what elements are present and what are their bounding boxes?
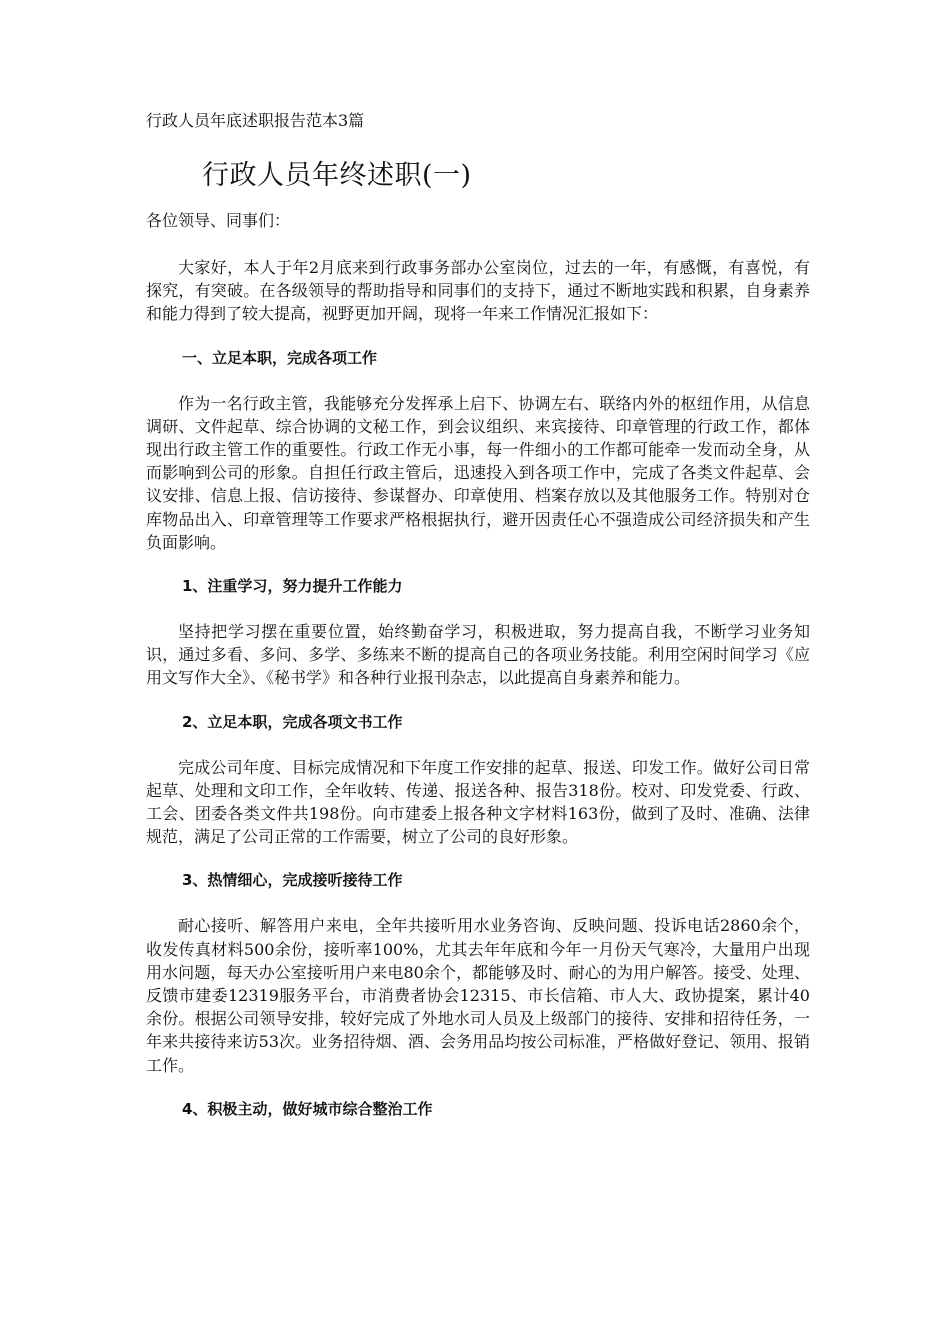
item-heading-3: 3、热情细心，完成接听接待工作: [182, 871, 403, 890]
item-paragraph-1: 坚持把学习摆在重要位置，始终勤奋学习，积极进取，努力提高自我，不断学习业务知识，通过多看、多问、多学、多练来不断的提高自己的各项业务技能。利用空闲时间学习《应用文写作大全》、《秘书学》和各种行业报刊杂志，以此提高自身素养和能力。: [146, 622, 810, 688]
document-page: [146, 108, 810, 1121]
item-paragraph-3: 耐心接听、解答用户来电，全年共接听用水业务咨询、反映问题、投诉电话2860余个，收发传真材料500余份，接听率100%，尤其去年年底和今年一月份天气寒冷，大量用户出现用水问题，每天办公室接听用户来电80余个，都能够及时、耐心的为用户解答。接受、处理、反馈市建委12319服务平台，市消费者协会12315、市长信箱、市人大、政协提案，累计40余份。根据公司领导安排，较好完成了外地水司人员及上级部门的接待、安排和招待任务，一年来共接待来访53次。业务招待烟、酒、会务用品均按公司标准，严格做好登记、领用、报销工作。: [146, 916, 810, 1075]
item-heading-2: 2、立足本职，完成各项文书工作: [182, 712, 403, 731]
section-paragraph: 作为一名行政主管，我能够充分发挥承上启下、协调左右、联络内外的枢纽作用，从信息调研、文件起草、综合协调的文秘工作，到会议组织、来宾接待、印章管理的行政工作，都体现出行政主管工作的重要性。行政工作无小事，每一件细小的工作都可能牵一发而动全身，从而影响到公司的形象。自担任行政主管后，迅速投入到各项工作中，完成了各类文件起草、会议安排、信息上报、信访接待、参谋督办、印章使用、档案存放以及其他服务工作。特别对仓库物品出入、印章管理等工作要求严格根据执行，避开因责任心不强造成公司经济损失和产生负面影响。: [146, 393, 810, 552]
intro-paragraph: 大家好，本人于年2月底来到行政事务部办公室岗位，过去的一年，有感慨，有喜悦，有探究，有突破。在各级领导的帮助指导和同事们的支持下，通过不断地实践和积累，自身素养和能力得到了较大提高，视野更加开阔，现将一年来工作情况汇报如下：: [146, 258, 810, 324]
salutation: 各位领导、同事们：: [146, 211, 291, 230]
document-header: 行政人员年底述职报告范本3篇: [146, 111, 365, 130]
item-heading-1: 1、注重学习，努力提升工作能力: [182, 577, 403, 596]
item-paragraph-2: 完成公司年度、目标完成情况和下年度工作安排的起草、报送、印发工作。做好公司日常起草、处理和文印工作，全年收转、传递、报送各种、报告318份。校对、印发党委、行政、工会、团委各类文件共198份。向市建委上报各种文字材料163份，做到了及时、准确、法律规范，满足了公司正常的工作需要，树立了公司的良好形象。: [146, 757, 810, 847]
item-heading-4: 4、积极主动，做好城市综合整治工作: [182, 1099, 433, 1118]
document-title: 行政人员年终述职(一): [202, 160, 472, 191]
section-heading: 一、立足本职，完成各项工作: [182, 348, 378, 367]
